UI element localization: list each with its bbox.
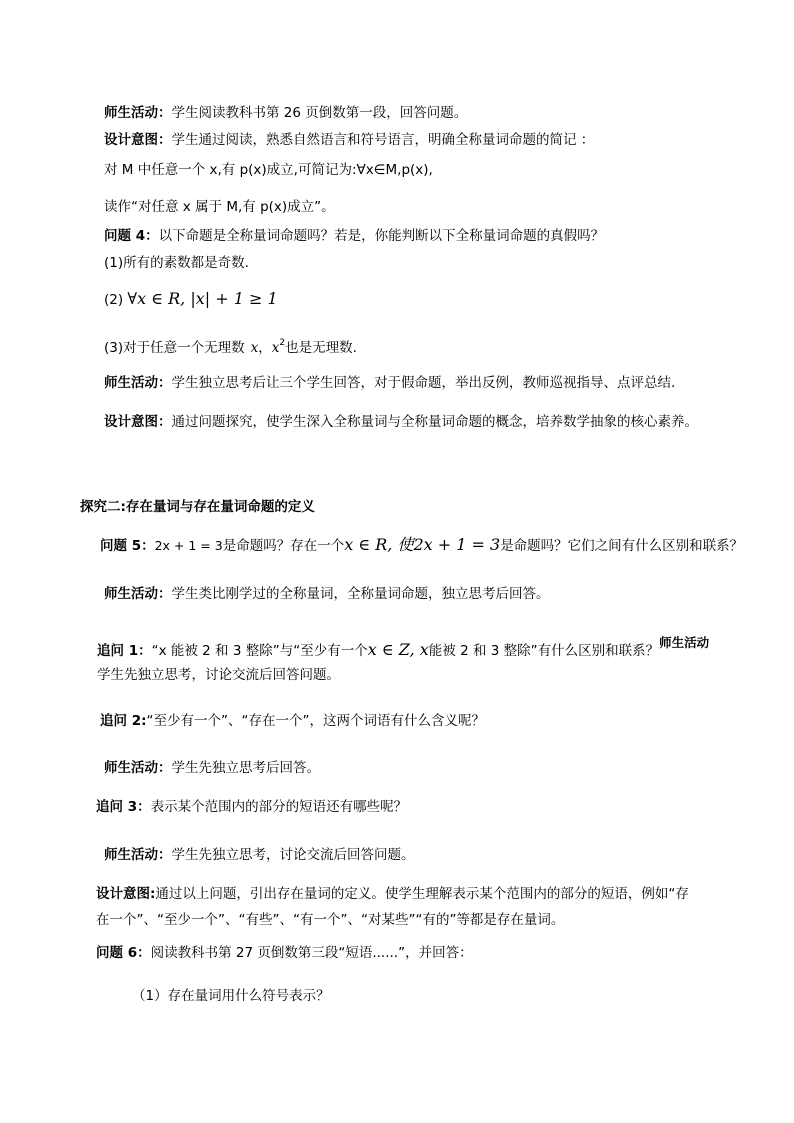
text: 以下命题是全称量词命题吗？若是，你能判断以下全称量词命题的真假吗？ (158, 228, 605, 244)
tail-label: 师生活动 (659, 635, 710, 650)
text: 通过以上问题，引出存在量词的定义。使学生理解表示某个范围内的部分的短语，例如“存 (155, 886, 689, 902)
question-4 (104, 226, 604, 246)
exponent: 2 (279, 338, 286, 348)
section-title: 探究二:存在量词与存在量词命题的定义 (80, 499, 315, 515)
text-1: 是命题吗？存在一个 (222, 538, 345, 554)
text: 学生独立思考后让三个学生回答，对于假命题，举出反例，教师巡视指导、点评总结. (171, 375, 676, 391)
label: 设计意图： (104, 414, 172, 430)
label: 问题 4： (104, 228, 159, 244)
text-2: 能被 2 和 3 整除”有什么区别和联系？ (428, 643, 660, 659)
question-4-item-3 (104, 333, 357, 358)
question-5 (100, 535, 743, 556)
text: 学生通过阅读，熟悉自然语言和符号语言，明确全称量词命题的简记 ： (171, 132, 595, 148)
label: 师生活动： (104, 760, 172, 776)
formula-2: x ∈ R, 使2x + 1 = 3 (344, 535, 501, 554)
paragraph-intent-1 (104, 130, 594, 150)
var-x: x (250, 340, 259, 356)
formula: ∀x ∈ R, |x| + 1 ≥ 1 (127, 289, 278, 308)
label: 设计意图: (96, 886, 156, 902)
text: 表示某个范围内的部分的短语还有哪些呢？ (150, 799, 408, 815)
paragraph-intent-3 (96, 884, 689, 904)
text: 阅读教科书第 27 页倒数第三段“短语......”，并回答： (150, 945, 473, 961)
label: 师生活动： (104, 847, 172, 863)
prefix: (2) (104, 292, 128, 308)
followup-1-line2 (97, 665, 340, 685)
label: 追问 2: (100, 713, 147, 729)
text: （1）存在量词用什么符号表示？ (132, 988, 330, 1004)
text: 学生先独立思考，讨论交流后回答问题。 (171, 847, 415, 863)
text: 对 M 中任意一个 x,有 p(x)成立,可简记为:∀x∈M,p(x), (104, 162, 433, 178)
question-6 (96, 943, 473, 963)
text: 在一个”、“至少一个”、“有些”、“有一个”、“对某些”“有的”等都是存在量词。 (96, 912, 565, 928)
comma: ， (258, 340, 272, 356)
paragraph-activity-3 (104, 584, 550, 604)
label: 追问 3： (96, 799, 151, 815)
text: 通过问题探究，使学生深入全称量词与全称量词命题的概念，培养数学抽象的核心素养。 (171, 414, 698, 430)
text: 学生类比刚学过的全称量词，全称量词命题，独立思考后回答。 (171, 586, 550, 602)
formula-1: 2x + 1 = 3 (154, 538, 223, 553)
question-6-item-1 (132, 986, 330, 1006)
followup-3 (96, 797, 407, 817)
paragraph-intent-2 (104, 412, 698, 432)
text-2: 是命题吗？它们之间有什么区别和联系？ (500, 538, 744, 554)
followup-2 (100, 711, 485, 731)
paragraph-activity-1 (104, 103, 467, 123)
text: “至少有一个”、“存在一个”，这两个词语有什么含义呢？ (146, 713, 485, 729)
text: 学生阅读教科书第 26 页倒数第一段，回答问题。 (171, 105, 468, 121)
label: 师生活动： (104, 105, 172, 121)
paragraph-activity-4 (104, 758, 320, 778)
paragraph-reading (104, 197, 335, 217)
paragraph-activity-2 (104, 373, 675, 393)
label: 问题 6： (96, 945, 151, 961)
label: 问题 5： (100, 538, 155, 554)
question-4-item-1 (104, 253, 249, 273)
formula: x ∈ Z, x (367, 640, 429, 659)
text: 读作“对任意 x 属于 M,有 p(x)成立”。 (104, 199, 335, 215)
text-1: “x 能被 2 和 3 整除”与“至少有一个 (151, 643, 368, 659)
label: 追问 1： (97, 643, 152, 659)
question-4-item-2 (104, 289, 278, 310)
text-a: (3)对于任意一个无理数 (104, 340, 245, 356)
followup-1 (97, 635, 710, 661)
paragraph-notation (104, 160, 433, 180)
text-b: 也是无理数. (285, 340, 357, 356)
text: 学生先独立思考后回答。 (171, 760, 320, 776)
paragraph-intent-3-line2 (96, 910, 564, 930)
label: 师生活动： (104, 586, 172, 602)
text: 学生先独立思考，讨论交流后回答问题。 (97, 667, 340, 683)
text: (1)所有的素数都是奇数. (104, 255, 249, 271)
label: 师生活动： (104, 375, 172, 391)
paragraph-activity-5 (104, 845, 415, 865)
label: 设计意图： (104, 132, 172, 148)
section-heading (80, 497, 315, 517)
var-x-squared: x (271, 340, 280, 356)
